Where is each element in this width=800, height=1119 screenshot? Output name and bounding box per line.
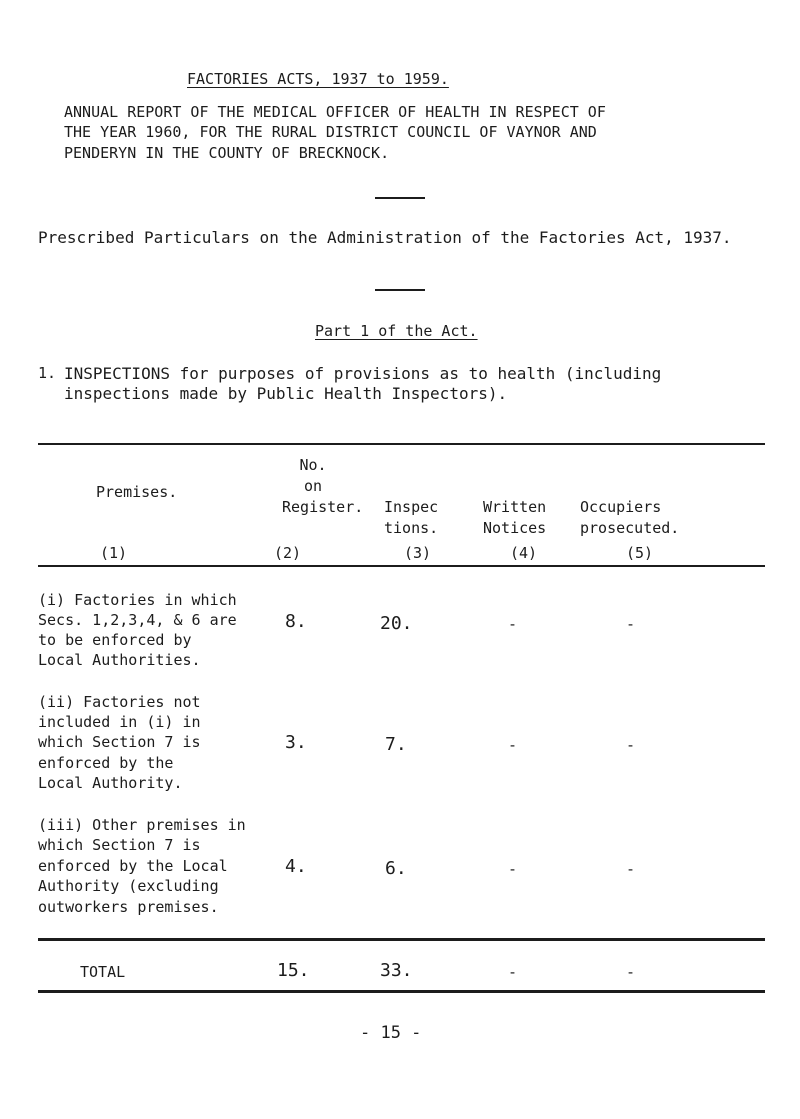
header-notices-2: Notices	[483, 519, 547, 537]
row-register: 3.	[285, 732, 307, 753]
report-line-1: ANNUAL REPORT OF THE MEDICAL OFFICER OF HEALTH IN RESPECT OF	[64, 103, 606, 121]
total-inspections: 33.	[380, 960, 413, 981]
row-inspections: 20.	[380, 613, 413, 634]
separator-dash	[375, 197, 425, 199]
row-premises-line: (iii) Other premises in	[38, 816, 246, 834]
total-notices: -	[508, 963, 518, 981]
row-notices: -	[508, 860, 518, 878]
row-premises-line: enforced by the Local	[38, 857, 228, 875]
column-number: (4)	[510, 544, 538, 562]
row-premises-line: (i) Factories in which	[38, 591, 237, 609]
row-prosecuted: -	[626, 736, 636, 754]
row-premises-line: which Section 7 is	[38, 733, 201, 751]
header-notices-1: Written	[483, 498, 547, 516]
total-register: 15.	[277, 960, 310, 981]
header-prosecuted-1: Occupiers	[580, 498, 662, 516]
table-body-rule	[38, 938, 765, 941]
part-heading: Part 1 of the Act.	[315, 322, 478, 340]
header-prosecuted-2: prosecuted.	[580, 519, 680, 537]
header-inspections-1: Inspec	[384, 498, 439, 516]
row-premises-line: enforced by the	[38, 754, 174, 772]
row-prosecuted: -	[626, 860, 636, 878]
row-premises-line: outworkers premises.	[38, 898, 219, 916]
row-premises-line: Local Authorities.	[38, 651, 201, 669]
document-title: FACTORIES ACTS, 1937 to 1959.	[187, 70, 449, 88]
row-inspections: 7.	[385, 734, 407, 755]
report-line-2: THE YEAR 1960, FOR THE RURAL DISTRICT COUNCIL OF VAYNOR AND	[64, 123, 597, 141]
column-number: (3)	[404, 544, 432, 562]
row-premises-line: Local Authority.	[38, 774, 183, 792]
header-register-2: on	[303, 477, 323, 495]
row-premises-line: to be enforced by	[38, 631, 192, 649]
separator-dash	[375, 289, 425, 291]
total-prosecuted: -	[626, 963, 636, 981]
row-premises-line: included in (i) in	[38, 713, 201, 731]
row-premises-line: which Section 7 is	[38, 836, 201, 854]
section-number: 1.	[38, 364, 57, 382]
total-label: TOTAL	[80, 963, 126, 981]
page-number: - 15 -	[360, 1023, 422, 1043]
header-register-1: No.	[299, 456, 327, 474]
row-premises-line: (ii) Factories not	[38, 693, 201, 711]
header-inspections-2: tions.	[384, 519, 439, 537]
table-bottom-rule	[38, 990, 765, 993]
row-premises-line: Authority (excluding	[38, 877, 219, 895]
row-prosecuted: -	[626, 615, 636, 633]
row-notices: -	[508, 615, 518, 633]
column-number: (1)	[100, 544, 128, 562]
table-header-rule	[38, 565, 765, 567]
report-line-3: PENDERYN IN THE COUNTY OF BRECKNOCK.	[64, 144, 390, 162]
row-notices: -	[508, 736, 518, 754]
row-inspections: 6.	[385, 858, 407, 879]
column-number: (2)	[274, 544, 302, 562]
header-register-3: Register.	[282, 498, 364, 516]
section-heading-line-2: inspections made by Public Health Inspectors).	[64, 384, 508, 403]
header-premises: Premises.	[96, 483, 178, 501]
row-premises-line: Secs. 1,2,3,4, & 6 are	[38, 611, 237, 629]
row-register: 4.	[285, 856, 307, 877]
prescribed-particulars: Prescribed Particulars on the Administration of the Factories Act, 1937.	[38, 228, 732, 247]
column-number: (5)	[626, 544, 654, 562]
row-register: 8.	[285, 611, 307, 632]
section-heading-line-1: INSPECTIONS for purposes of provisions as to health (including	[64, 364, 662, 383]
table-top-rule	[38, 443, 765, 445]
